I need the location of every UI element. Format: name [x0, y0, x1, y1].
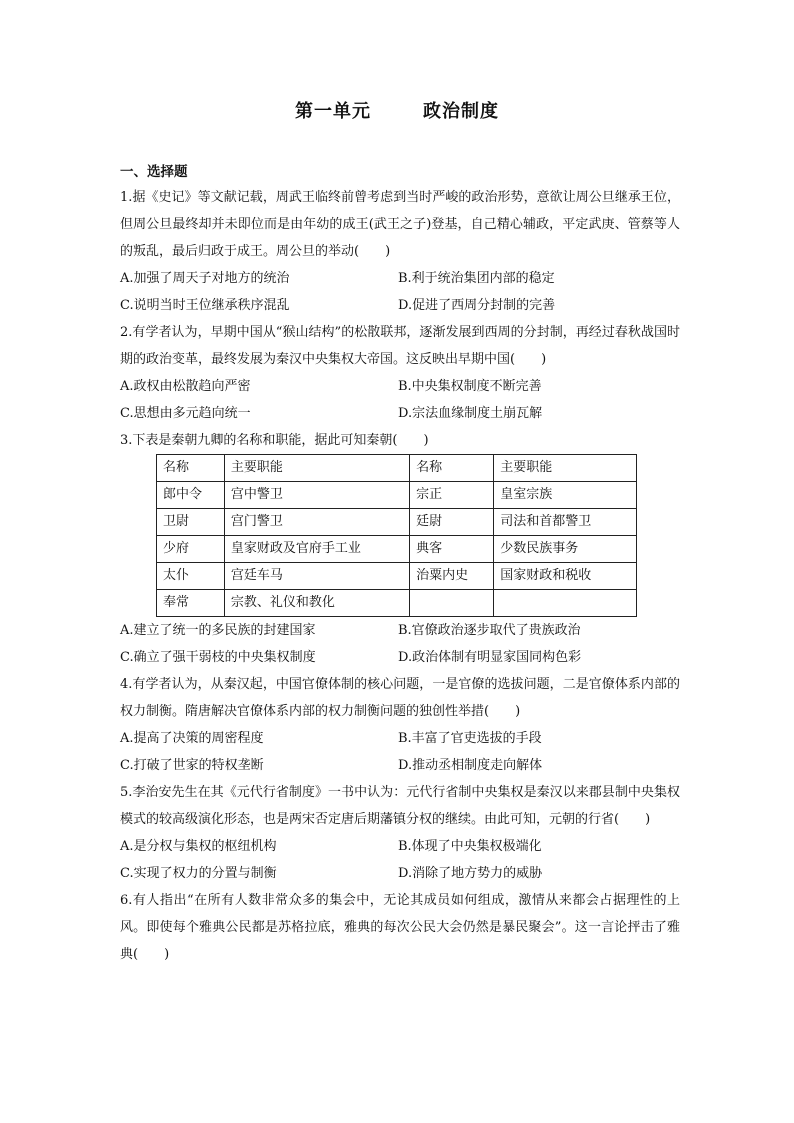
table-cell: 宗教、礼仪和教化	[224, 590, 409, 617]
table-cell: 郎中令	[157, 482, 225, 509]
question-stem-1: 1.据《史记》等文献记载，周武王临终前曾考虑到当时严峻的政治形势，意欲让周公旦继承王位，但周公旦最终却并未即位而是由年幼的成王(武王之子)登基，自己精心辅政，平定武庚、管蔡等人的叛乱，最后归政于成王。周公旦的举动( )	[120, 190, 680, 259]
option-3d: D.政治体制有明显家国同构色彩	[398, 650, 582, 665]
table-cell: 宫门警卫	[224, 509, 409, 536]
options-4	[120, 725, 680, 779]
table-cell	[494, 590, 637, 617]
table-row	[157, 536, 637, 563]
unit-label: 第一单元	[295, 101, 371, 122]
table-cell: 皇家财政及官府手工业	[224, 536, 409, 563]
option-3c: C.确立了强干弱枝的中央集权制度	[120, 650, 316, 665]
table-cell: 国家财政和税收	[494, 563, 637, 590]
table-cell: 奉常	[157, 590, 225, 617]
table-header-cell: 名称	[157, 455, 225, 482]
table-cell: 宫廷车马	[224, 563, 409, 590]
question-stem-2: 2.有学者认为，早期中国从“猴山结构”的松散联邦，逐渐发展到西周的分封制，再经过春秋战国时期的政治变革，最终发展为秦汉中央集权大帝国。这反映出早期中国( )	[120, 325, 680, 367]
option-2c: C.思想由多元趋向统一	[120, 406, 251, 421]
table-cell: 少数民族事务	[494, 536, 637, 563]
table-row	[157, 509, 637, 536]
table-cell: 廷尉	[410, 509, 494, 536]
table-header-row	[157, 455, 637, 482]
question-list	[120, 184, 680, 968]
option-4c: C.打破了世家的特权垄断	[120, 758, 264, 773]
question-stem-5: 5.李治安先生在其《元代行省制度》一书中认为：元代行省制中央集权是秦汉以来郡县制中央集权模式的较高级演化形态，也是两宋否定唐后期藩镇分权的继续。由此可知，元朝的行省( )	[120, 785, 680, 827]
page-title	[0, 97, 794, 123]
option-3a: A.建立了统一的多民族的封建国家	[120, 623, 316, 638]
table-row	[157, 590, 637, 617]
option-4b: B.丰富了官吏选拔的手段	[398, 731, 542, 746]
table-header-cell: 名称	[410, 455, 494, 482]
option-1b: B.利于统治集团内部的稳定	[398, 271, 555, 286]
table-row	[157, 563, 637, 590]
section-heading: 一、选择题	[120, 164, 188, 180]
option-5d: D.消除了地方势力的威胁	[398, 866, 543, 881]
table-header-cell: 主要职能	[224, 455, 409, 482]
option-5b: B.体现了中央集权极端化	[398, 839, 542, 854]
option-2b: B.中央集权制度不断完善	[398, 379, 542, 394]
question-stem-6: 6.有人指出“在所有人数非常众多的集会中，无论其成员如何组成，激情从来都会占据理性的上风。即使每个雅典公民都是苏格拉底，雅典的每次公民大会仍然是暴民聚会”。这一言论抨击了雅典( )	[120, 893, 680, 962]
option-3b: B.官僚政治逐步取代了贵族政治	[398, 623, 581, 638]
option-1c: C.说明当时王位继承秩序混乱	[120, 298, 290, 313]
option-2a: A.政权由松散趋向严密	[120, 379, 251, 394]
option-1a: A.加强了周天子对地方的统治	[120, 271, 290, 286]
options-5	[120, 833, 680, 887]
unit-topic: 政治制度	[423, 101, 499, 122]
table-cell: 皇室宗族	[494, 482, 637, 509]
table-cell: 司法和首都警卫	[494, 509, 637, 536]
table-cell: 治粟内史	[410, 563, 494, 590]
table-cell: 少府	[157, 536, 225, 563]
table-header-cell: 主要职能	[494, 455, 637, 482]
table-cell: 卫尉	[157, 509, 225, 536]
question-stem-3: 3.下表是秦朝九卿的名称和职能，据此可知秦朝( )	[120, 433, 429, 448]
question-stem-4: 4.有学者认为，从秦汉起，中国官僚体制的核心问题，一是官僚的选拔问题，二是官僚体系内部的权力制衡。隋唐解决官僚体系内部的权力制衡问题的独创性举措( )	[120, 677, 680, 719]
option-2d: D.宗法血缘制度土崩瓦解	[398, 406, 543, 421]
option-1d: D.促进了西周分封制的完善	[398, 298, 556, 313]
option-5a: A.是分权与集权的枢纽机构	[120, 839, 277, 854]
options-2	[120, 373, 680, 427]
option-5c: C.实现了权力的分置与制衡	[120, 866, 277, 881]
option-4a: A.提高了决策的周密程度	[120, 731, 264, 746]
table-cell: 太仆	[157, 563, 225, 590]
table-cell: 宗正	[410, 482, 494, 509]
options-3	[120, 617, 680, 671]
table-row	[157, 482, 637, 509]
option-4d: D.推动丞相制度走向解体	[398, 758, 543, 773]
options-1	[120, 265, 680, 319]
table-cell: 典客	[410, 536, 494, 563]
nine-ministers-table	[156, 454, 637, 617]
table-cell: 宫中警卫	[224, 482, 409, 509]
table-cell	[410, 590, 494, 617]
